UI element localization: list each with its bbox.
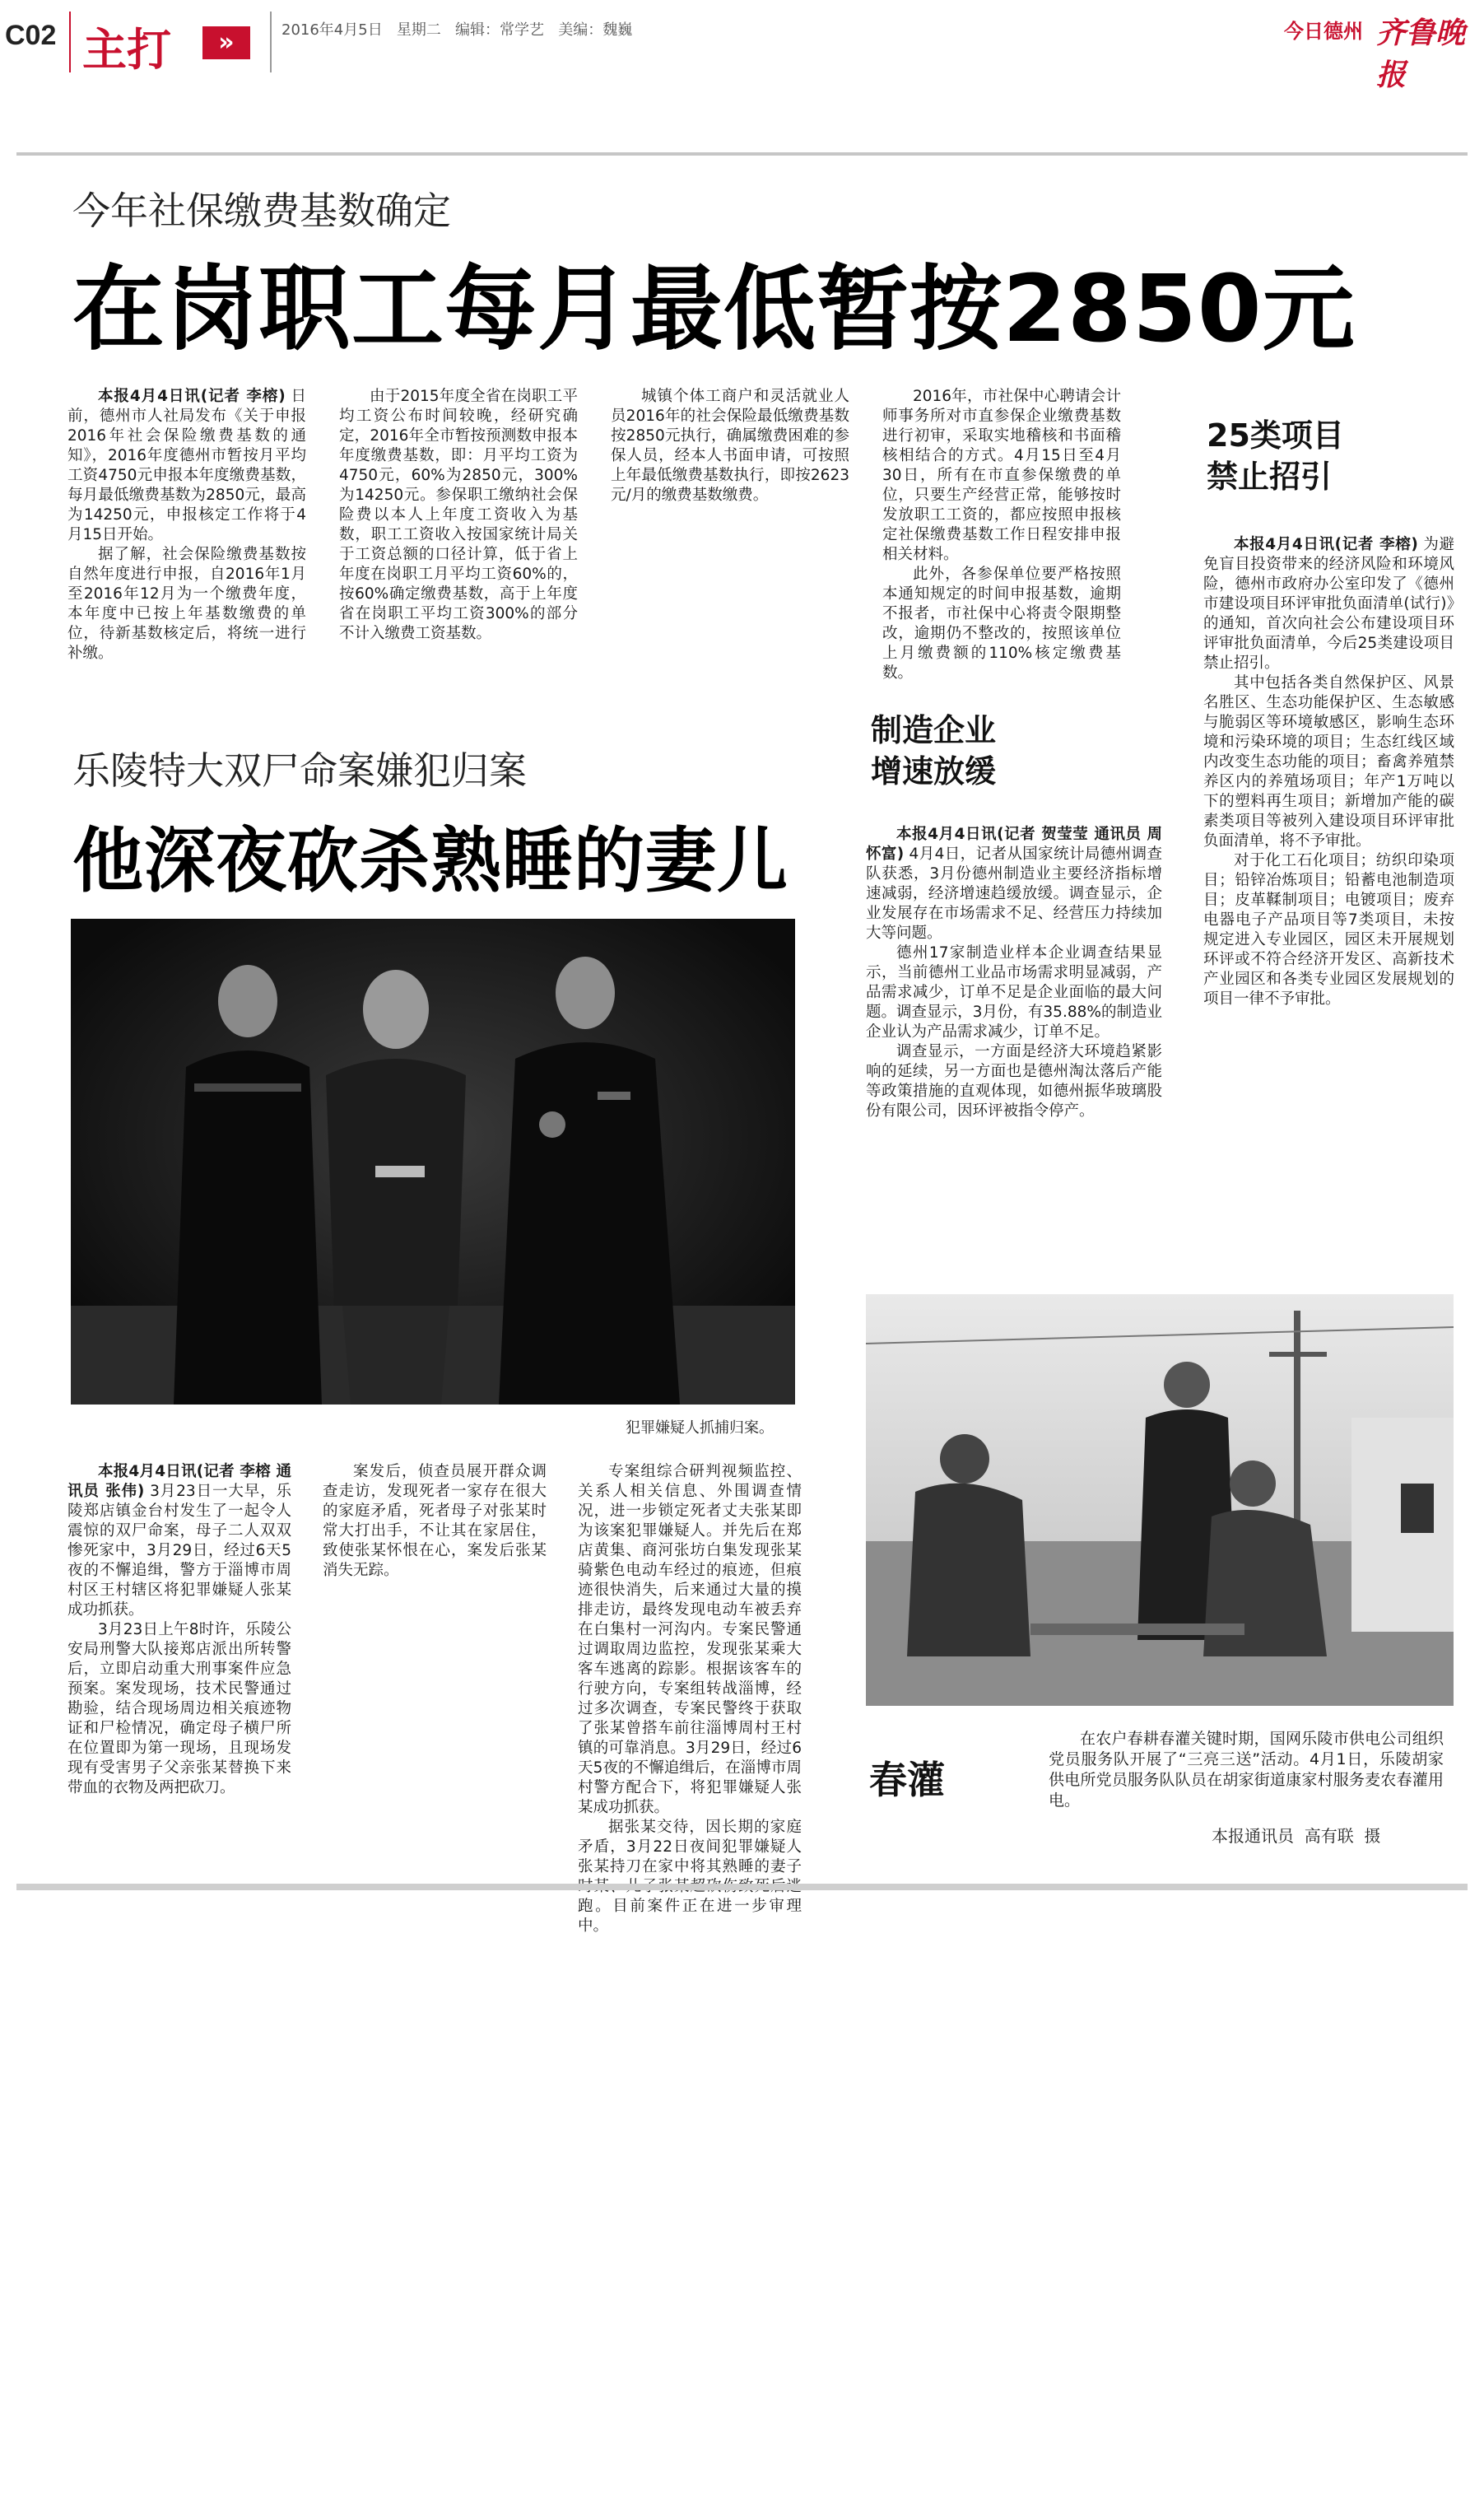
article3-paragraph: 为避免盲目投资带来的经济风险和环境风险，德州市政府办公室印发了《德州市建设项目环评审批负面清单(试行)》的通知，首次向社会公布建设项目环评审批负面清单，今后25类建设项目禁止招引。	[1203, 536, 1454, 672]
arrest-photo-caption: 犯罪嫌疑人抓捕归案。	[626, 1419, 774, 1437]
edition-brand: 今日德州	[1284, 20, 1363, 43]
article4-paragraph: 调查显示，一方面是经济大环境趋紧影响的延续，另一方面也是德州淘汰落后产能等政策措施的直观体现，如德州振华玻璃股份有限公司，因环评被指令停产。	[866, 1043, 1162, 1120]
header-divider	[270, 12, 272, 72]
article1-byline: 本报4月4日讯(记者 李榕)	[98, 388, 286, 405]
article2-column-1	[67, 1462, 291, 1866]
section-name: 主打	[82, 24, 171, 76]
article1-paragraph: 城镇个体工商户和灵活就业人员2016年的社会保险最低缴费基数按2850元执行，确属缴费困难的参保人员，经本人书面申请，可按照上年最低缴费基数执行，即按2623元/月的缴费基数缴费。	[611, 388, 849, 504]
article3-paragraph: 其中包括各类自然保护区、风景名胜区、生态功能保护区、生态敏感与脆弱区等环境敏感区，影响生态环境和污染环境的项目；生态红线区域内改变生态功能的项目；畜禽养殖禁养区内的养殖场项目；年产1万吨以下的塑料再生项目；新增加产能的碳素类项目等被列入建设项目环评审批负面清单，将不予审批。	[1203, 674, 1454, 850]
article2-paragraph: 据张某交待，因长期的家庭矛盾，3月22日夜间犯罪嫌疑人张某持刀在家中将其熟睡的妻子 跑。目前案件正在进一步审理中。	[578, 1819, 802, 1935]
spring-irrigation-photo	[866, 1294, 1454, 1706]
article2-column-2	[323, 1462, 547, 1866]
article4-headline: 制造企业 增速放缓	[871, 712, 997, 790]
article1-paragraph: 此外，各参保单位要严格按照本通知规定的时间申报基数，逾期不报者，市社保中心将责令限期整改，逾期仍不整改的，按照该单位上月缴费额的110%核定缴费基数。	[882, 566, 1121, 682]
article4-paragraph: 德州17家制造业样本企业调查结果显示，当前德州工业品市场需求明显减弱，产品需求减少，订单不足是企业面临的最大问题。调查显示，3月份，有35.88%的制造业企业认为产品需求减少，订单不足。	[866, 944, 1162, 1041]
article1-paragraph: 据了解，社会保险缴费基数按自然年度进行申报，自2016年1月至2016年12月为一个缴费年度，本年度中已按上年基数缴费的单位，待新基数核定后，将统一进行补缴。	[67, 546, 306, 662]
issue-info: 2016年4月5日 星期二 编辑：常学艺 美编：魏巍	[281, 21, 633, 39]
page-number: C02	[5, 20, 57, 51]
article1-column-2	[339, 387, 578, 675]
section-arrow-icon: »	[202, 26, 250, 59]
article1-paragraph: 日前，德州市人社局发布《关于申报2016年社会保险缴费基数的通知》，2016年度德州市暂按月平均工资4750元申报本年度缴费基数，每月最低缴费基数为2850元，最高为14250元，申报核定工作将于4月15日开始。	[67, 388, 306, 543]
article3-paragraph: 对于化工石化项目；纺织印染项目；铅锌冶炼项目；铅蓄电池制造项目；皮革鞣制项目；电镀项目；废弃电器电子产品项目等7类项目，未按规定进入专业园区，园区未开展规划环评或不符合经济开发区、高新技术产业园区和各类专业园区发展规划的项目一律不予审批。	[1203, 852, 1454, 1008]
header-divider	[69, 12, 71, 72]
article2-paragraph: 3月23日上午8时许，乐陵公安局刑警大队接郑店派出所转警后，立即启动重大刑事案件应急预案。案发现场，技术民警通过勘验，结合现场周边相关痕迹物证和尸检情况，确定母子横尸所在位置即为第一现场，且现场发现有受害男子父亲张某替换下来带血的衣物及两把砍刀。	[67, 1621, 291, 1796]
header-rule	[16, 152, 1468, 156]
photo-news-text: 在农户春耕春灌关键时期，国网乐陵市供电公司组织党员服务队开展了“三亮三送”活动。4月1日，乐陵胡家供电所党员服务队队员在胡家街道康家村服务麦农春灌用电。	[1049, 1730, 1444, 1810]
article3-body	[1203, 535, 1454, 1235]
article1-column-3	[611, 387, 849, 675]
article2-column-3	[578, 1462, 802, 1935]
newspaper-logo: 齐鲁晚报	[1376, 16, 1466, 92]
article1-kicker: 今年社保缴费基数确定	[72, 189, 451, 233]
article2-kicker: 乐陵特大双尸命案嫌犯归案	[72, 748, 527, 793]
article1-paragraph: 2016年，市社保中心聘请会计师事务所对市直参保企业缴费基数进行初审，采取实地稽核和书面稽核相结合的方式。4月15日至4月30日，所有在市直参保缴费的单位，只要生产经营正常，能够按时发放职工工资的，都应按照申报核定社保缴费基数工作日程安排申报相关材料。	[882, 388, 1121, 563]
page-bottom-rule	[16, 1884, 1468, 1890]
article2-paragraph: 3月23日一大早，乐陵郑店镇金台村发生了一起令人震惊的双尸命案，母子二人双双惨死家中，3月29日，经过6天5夜的不懈追缉，警方于淄博市周村区王村辖区将犯罪嫌疑人张某成功抓获。	[67, 1483, 292, 1619]
article4-paragraph: 4月4日，记者从国家统计局德州调查队获悉，3月份德州制造业主要经济指标增速减弱，经济增速趋缓放缓。调查显示，企业发展存在市场需求不足、经营压力持续加大等问题。	[866, 846, 1162, 942]
article1-headline: 在岗职工每月最低暂按2850元	[72, 256, 1356, 363]
article4-byline: 本报4月4日讯(记者 贺莹莹 通讯员 周怀富)	[866, 826, 1162, 863]
article2-headline: 他深夜砍杀熟睡的妻儿	[72, 820, 789, 902]
article1-column-1	[67, 387, 306, 675]
article2-paragraph: 专案组综合研判视频监控、关系人相关信息、外围调查情况，进一步锁定死者丈夫张某即为该案犯罪嫌疑人。并先后在郑店黄集、商河张坊白集发现张某骑紫色电动车经过的痕迹，但痕迹很快消失，后来通过大量的摸排走访，最终发现电动车被丢弃在白集村一河沟内。专案民警通过调取周边监控，发现张某乘大客车逃离的踪影。根据该客车的行驶方向，专案组转战淄博，经过多次调查，专案民警终于获取了张某曾搭车前往淄博周村王村镇的可靠消息。3月29日，经过6天5夜的不懈追缉后，在淄博市周村警方配合下，将犯罪嫌疑人张某成功抓获。	[578, 1463, 802, 1816]
article3-headline: 25类项目 禁止招引	[1207, 417, 1344, 495]
arrest-photo	[71, 919, 795, 1405]
article3-byline: 本报4月4日讯(记者 李榕)	[1234, 536, 1418, 553]
article1-paragraph: 由于2015年度全省在岗职工平均工资公布时间较晚，经研究确定，2016年全市暂按预测数申报本年度缴费基数，即：月平均工资为4750元，60%为2850元，300%为14250元。参保职工缴纳社会保险费以本人上年度工资收入为基数，职工工资收入按国家统计局关于工资总额的口径计算，低于省上年度在岗职工月平均工资60%的，按60%确定缴费基数，高于上年度省在岗职工平均工资300%的部分不计入缴费工资基数。	[339, 388, 578, 642]
article2-paragraph: 案发后，侦查员展开群众调查走访，发现死者一家存在很大的家庭矛盾，死者母子对张某时常大打出手，不让其在家居住，致使张某怀恨在心，案发后张某消失无踪。	[323, 1463, 547, 1579]
article2-byline: 本报4月4日讯(记者 李榕 通讯员 张伟)	[67, 1463, 291, 1500]
photo-news-credit: 本报通讯员 高有联 摄	[1212, 1826, 1381, 1846]
article1-column-4	[882, 387, 1121, 682]
article4-body	[866, 825, 1162, 1286]
photo-news-title: 春灌	[869, 1758, 945, 1802]
